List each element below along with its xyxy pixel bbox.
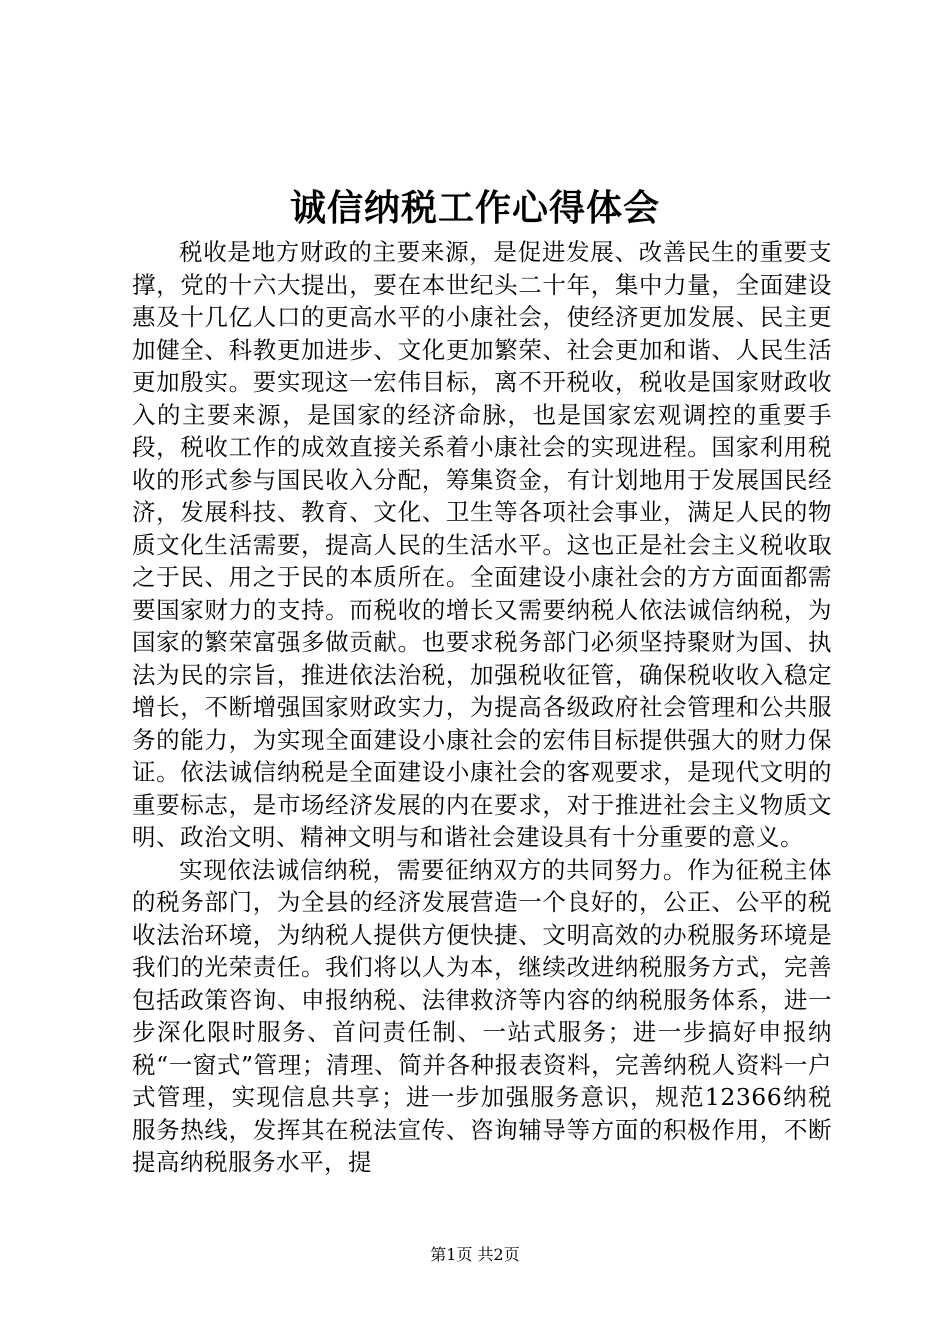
paragraph-1: 税收是地方财政的主要来源，是促进发展、改善民生的重要支撑，党的十六大提出，要在本世纪头二十年，集中力量，全面建设惠及十几亿人口的更高水平的小康社会，使经济更加发展、民主更加健全、科教更加进步、文化更加繁荣、社会更加和谐、人民生活更加殷实。要实现这一宏伟目标，离不开税收，税收是国家财政收入的主要来源，是国家的经济命脉，也是国家宏观调控的重要手段，税收工作的成效直接关系着小康社会的实现进程。国家利用税收的形式参与国民收入分配，筹集资金，有计划地用于发展国民经济，发展科技、教育、文化、卫生等各项社会事业，满足人民的物质文化生活需要，提高人民的生活水平。这也正是社会主义税收取之于民、用之于民的本质所在。全面建设小康社会的方方面面都需要国家财力的支持。而税收的增长又需要纳税人依法诚信纳税，为国家的繁荣富强多做贡献。也要求税务部门必须坚持聚财为国、执法为民的宗旨，推进依法治税，加强税收征管，确保税收收入稳定增长，不断增强国家财政实力，为提高各级政府社会管理和公共服务的能力，为实现全面建设小康社会的宏伟目标提供强大的财力保证。依法诚信纳税是全面建设小康社会的客观要求，是现代文明的重要标志，是市场经济发展的内在要求，对于推进社会主义物质文明、政治文明、精神文明与和谐社会建设具有十分重要的意义。 <box>132 238 832 851</box>
page-footer: 第1页 共2页 <box>430 1245 520 1264</box>
document-body <box>132 236 832 1179</box>
document-title: 诚信纳税工作心得体会 <box>289 187 660 229</box>
paragraph-2: 实现依法诚信纳税，需要征纳双方的共同努力。作为征税主体的税务部门，为全县的经济发展营造一个良好的，公正、公平的税收法治环境，为纳税人提供方便快捷、文明高效的办税服务环境是我们的光荣责任。我们将以人为本，继续改进纳税服务方式，完善包括政策咨询、申报纳税、法律救济等内容的纳税服务体系，进一步深化限时服务、首问责任制、一站式服务；进一步搞好申报纳税“一窗式”管理；清理、简并各种报表资料，完善纳税人资料一户式管理，实现信息共享；进一步加强服务意识，规范12366纳税服务热线，发挥其在税法宣传、咨询辅导等方面的积极作用，不断提高纳税服务水平，提 <box>132 855 832 1176</box>
